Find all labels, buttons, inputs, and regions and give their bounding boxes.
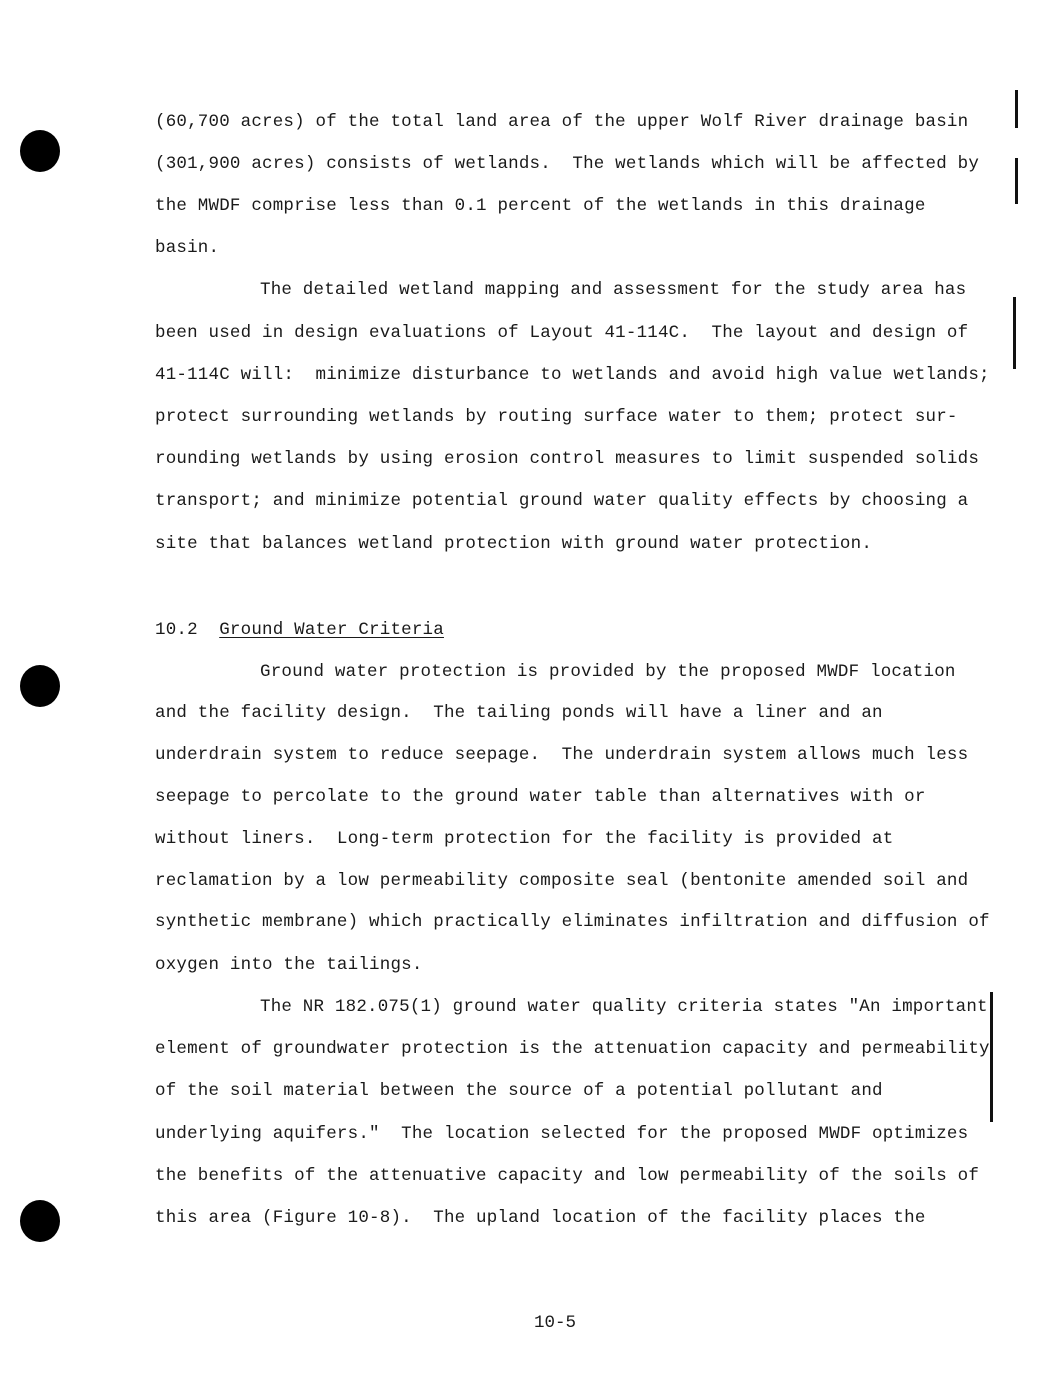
- text-line: oxygen into the tailings.: [155, 955, 423, 975]
- text-line: (301,900 acres) consists of wetlands. The wetlands which will be affected by: [155, 154, 980, 174]
- text-line: The detailed wetland mapping and assessment for the study area has: [260, 280, 967, 300]
- text-line: protect surrounding wetlands by routing surface water to them; protect sur-: [155, 407, 958, 427]
- change-bar: [1015, 90, 1018, 128]
- punch-hole-middle: [20, 665, 60, 707]
- section-number: 10.2: [155, 620, 198, 640]
- text-line: synthetic membrane) which practically eliminates infiltration and diffusion of: [155, 912, 990, 932]
- text-line: without liners. Long-term protection for the facility is provided at: [155, 829, 894, 849]
- text-line: site that balances wetland protection with ground water protection.: [155, 534, 873, 554]
- text-line: The NR 182.075(1) ground water quality criteria states "An important: [260, 997, 988, 1017]
- text-line: (60,700 acres) of the total land area of the upper Wolf River drainage basin: [155, 112, 969, 132]
- change-bar: [990, 992, 993, 1122]
- text-line: the MWDF comprise less than 0.1 percent of the wetlands in this drainage: [155, 196, 926, 216]
- text-line: reclamation by a low permeability composite seal (bentonite amended soil and: [155, 871, 969, 891]
- change-bar: [1015, 158, 1018, 204]
- punch-hole-bottom: [20, 1200, 60, 1242]
- section-title: Ground Water Criteria: [219, 620, 444, 640]
- text-line: basin.: [155, 238, 220, 258]
- text-line: seepage to percolate to the ground water table than alternatives with or: [155, 787, 926, 807]
- text-line: transport; and minimize potential ground water quality effects by choosing a: [155, 491, 969, 511]
- text-line: element of groundwater protection is the attenuation capacity and permeability: [155, 1039, 990, 1059]
- text-line: this area (Figure 10-8). The upland location of the facility places the: [155, 1208, 926, 1228]
- text-line: been used in design evaluations of Layout 41-114C. The layout and design of: [155, 323, 969, 343]
- change-bar: [1013, 297, 1016, 369]
- text-line: underlying aquifers." The location selected for the proposed MWDF optimizes: [155, 1124, 969, 1144]
- page-number: 10-5: [533, 1313, 576, 1333]
- punch-hole-top: [20, 130, 60, 172]
- text-line: of the soil material between the source of a potential pollutant and: [155, 1081, 883, 1101]
- text-line: underdrain system to reduce seepage. The underdrain system allows much less: [155, 745, 969, 765]
- section-heading: [155, 619, 444, 641]
- text-line: Ground water protection is provided by the proposed MWDF location: [260, 662, 956, 682]
- text-line: 41-114C will: minimize disturbance to wetlands and avoid high value wetlands;: [155, 365, 990, 385]
- text-line: rounding wetlands by using erosion control measures to limit suspended solids: [155, 449, 980, 469]
- text-line: and the facility design. The tailing ponds will have a liner and an: [155, 703, 883, 723]
- text-line: the benefits of the attenuative capacity and low permeability of the soils of: [155, 1166, 980, 1186]
